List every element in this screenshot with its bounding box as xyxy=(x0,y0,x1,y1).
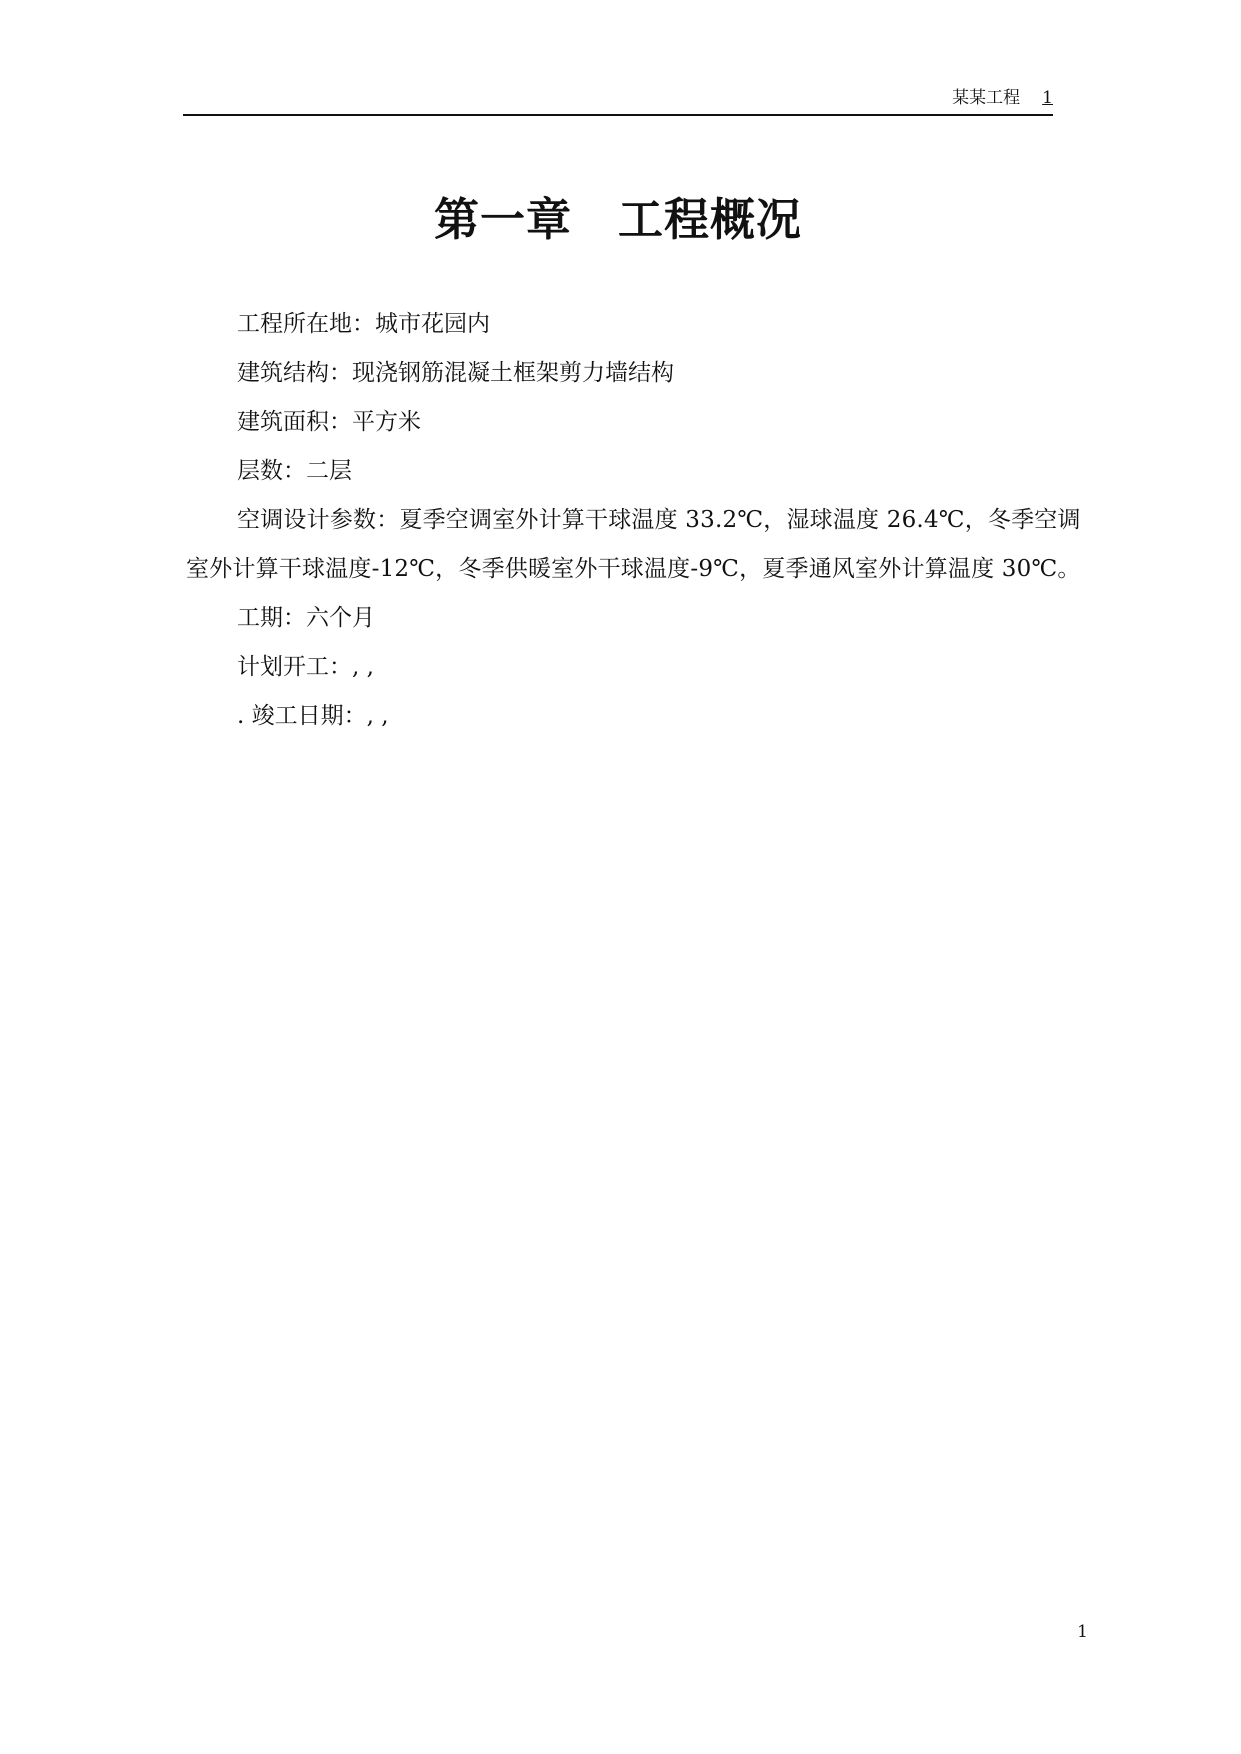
header-page-number: 1 xyxy=(1042,88,1053,108)
footer-page-number: 1 xyxy=(1077,1622,1088,1642)
document-body xyxy=(186,300,1086,741)
paragraph-duration: 工期：六个月 xyxy=(237,605,375,631)
chapter-title: 第一章 工程概况 xyxy=(433,193,802,246)
paragraph-planned-start: 计划开工：, , xyxy=(237,654,374,680)
header-rule xyxy=(183,114,1053,116)
header-text xyxy=(952,88,1053,108)
paragraph-area: 建筑面积：平方米 xyxy=(237,409,421,435)
header-project-name: 某某工程 xyxy=(952,88,1021,108)
paragraph-hvac-params: 空调设计参数：夏季空调室外计算干球温度 33.2℃，湿球温度 26.4℃，冬季空调室外计算干球温度-12℃，冬季供暖室外干球温度-9℃，夏季通风室外计算温度 30℃。 xyxy=(186,507,1081,582)
page-header xyxy=(183,86,1053,116)
paragraph-structure: 建筑结构：现浇钢筋混凝土框架剪力墙结构 xyxy=(237,360,674,386)
paragraph-location: 工程所在地：城市花园内 xyxy=(237,311,490,337)
paragraph-floors: 层数：二层 xyxy=(237,458,352,484)
paragraph-completion-date: . 竣工日期：, , xyxy=(237,703,389,729)
